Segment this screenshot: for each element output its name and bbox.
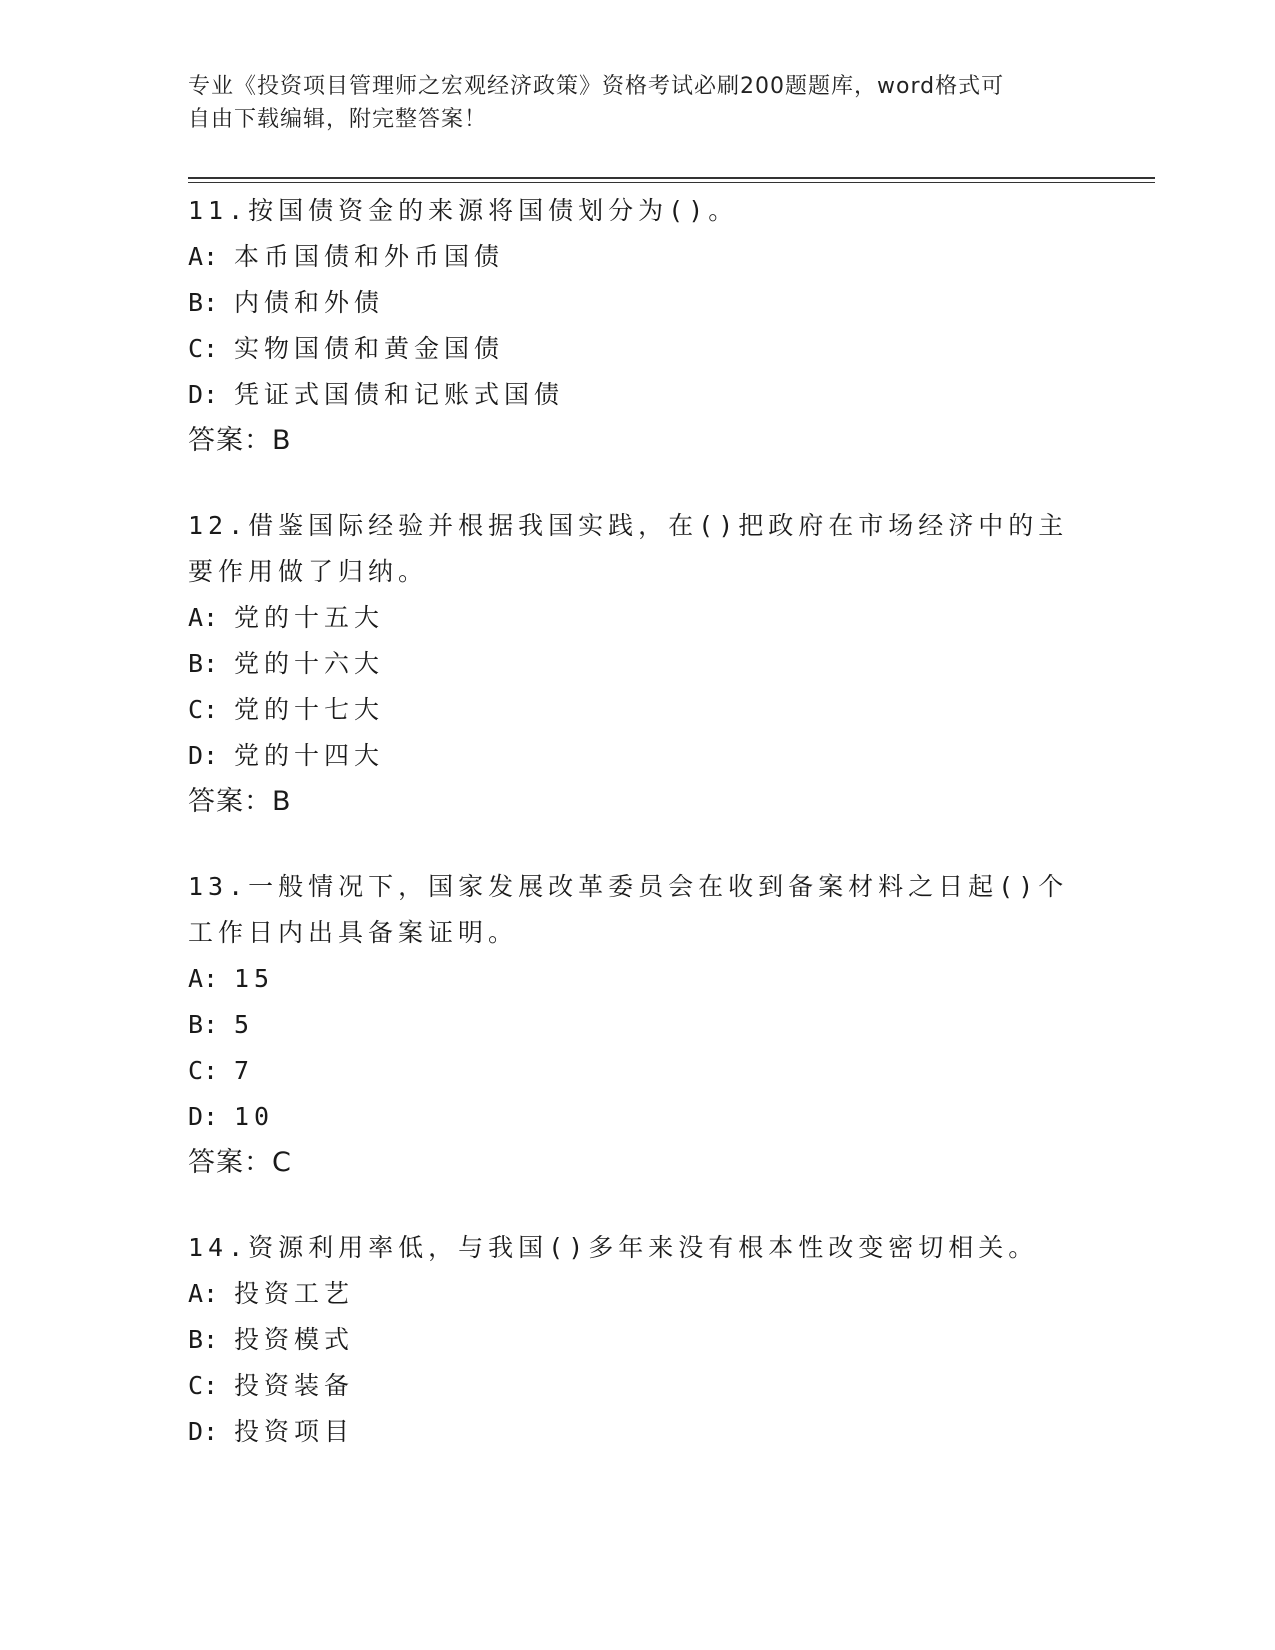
option-letter: A: (188, 1279, 219, 1308)
option-letter: A: (188, 242, 219, 271)
option-b (188, 1002, 1088, 1048)
option-text: 5 (234, 1010, 255, 1039)
option-d (188, 1094, 1088, 1140)
option-a (188, 595, 1088, 641)
option-b (188, 641, 1088, 687)
option-letter: D: (188, 1102, 219, 1131)
option-text: 投资工艺 (234, 1279, 355, 1308)
option-d (188, 372, 1088, 418)
option-d (188, 733, 1088, 779)
option-letter: D: (188, 380, 219, 409)
option-letter: C: (188, 1056, 219, 1085)
option-letter: B: (188, 649, 219, 678)
question-11 (188, 188, 1088, 464)
option-c (188, 1048, 1088, 1094)
option-text: 内债和外债 (234, 288, 385, 317)
option-letter: B: (188, 1325, 219, 1354)
option-b (188, 280, 1088, 326)
option-text: 党的十七大 (234, 695, 385, 724)
option-letter: C: (188, 1371, 219, 1400)
option-text: 投资模式 (234, 1325, 355, 1354)
option-a (188, 956, 1088, 1002)
option-d (188, 1409, 1088, 1455)
question-text: 12.借鉴国际经验并根据我国实践，在()把政府在市场经济中的主要作用做了归纳。 (188, 511, 1069, 586)
option-text: 15 (234, 964, 275, 993)
question-14 (188, 1225, 1088, 1455)
option-text: 党的十五大 (234, 603, 385, 632)
option-letter: D: (188, 1417, 219, 1446)
header-line-1: 专业《投资项目管理师之宏观经济政策》资格考试必刷200题题库，word格式可 (188, 74, 1005, 99)
answer-label: 答案：B (188, 425, 292, 456)
option-c (188, 326, 1088, 372)
option-letter: A: (188, 964, 219, 993)
header-divider (188, 177, 1155, 183)
answer-label: 答案：C (188, 1147, 292, 1178)
option-text: 投资项目 (234, 1417, 355, 1446)
option-text: 7 (234, 1056, 255, 1085)
option-letter: C: (188, 695, 219, 724)
option-letter: D: (188, 741, 219, 770)
option-b (188, 1317, 1088, 1363)
option-text: 党的十四大 (234, 741, 385, 770)
question-12 (188, 503, 1088, 825)
option-text: 党的十六大 (234, 649, 385, 678)
question-13 (188, 864, 1088, 1186)
option-letter: A: (188, 603, 219, 632)
option-letter: C: (188, 334, 219, 363)
option-a (188, 1271, 1088, 1317)
option-text: 10 (234, 1102, 275, 1131)
option-text: 本币国债和外币国债 (234, 242, 505, 271)
option-text: 投资装备 (234, 1371, 355, 1400)
option-letter: B: (188, 1010, 219, 1039)
answer-label: 答案：B (188, 786, 292, 817)
option-letter: B: (188, 288, 219, 317)
option-text: 凭证式国债和记账式国债 (234, 380, 565, 409)
document-header (188, 70, 1088, 136)
option-a (188, 234, 1088, 280)
option-c (188, 687, 1088, 733)
question-list (188, 188, 1088, 1494)
question-text: 14.资源利用率低，与我国()多年来没有根本性改变密切相关。 (188, 1233, 1039, 1262)
question-text: 13.一般情况下，国家发展改革委员会在收到备案材料之日起()个工作日内出具备案证明。 (188, 872, 1069, 947)
option-c (188, 1363, 1088, 1409)
header-line-2: 自由下载编辑，附完整答案！ (188, 107, 488, 132)
option-text: 实物国债和黄金国债 (234, 334, 505, 363)
question-text: 11.按国债资金的来源将国债划分为()。 (188, 196, 739, 225)
